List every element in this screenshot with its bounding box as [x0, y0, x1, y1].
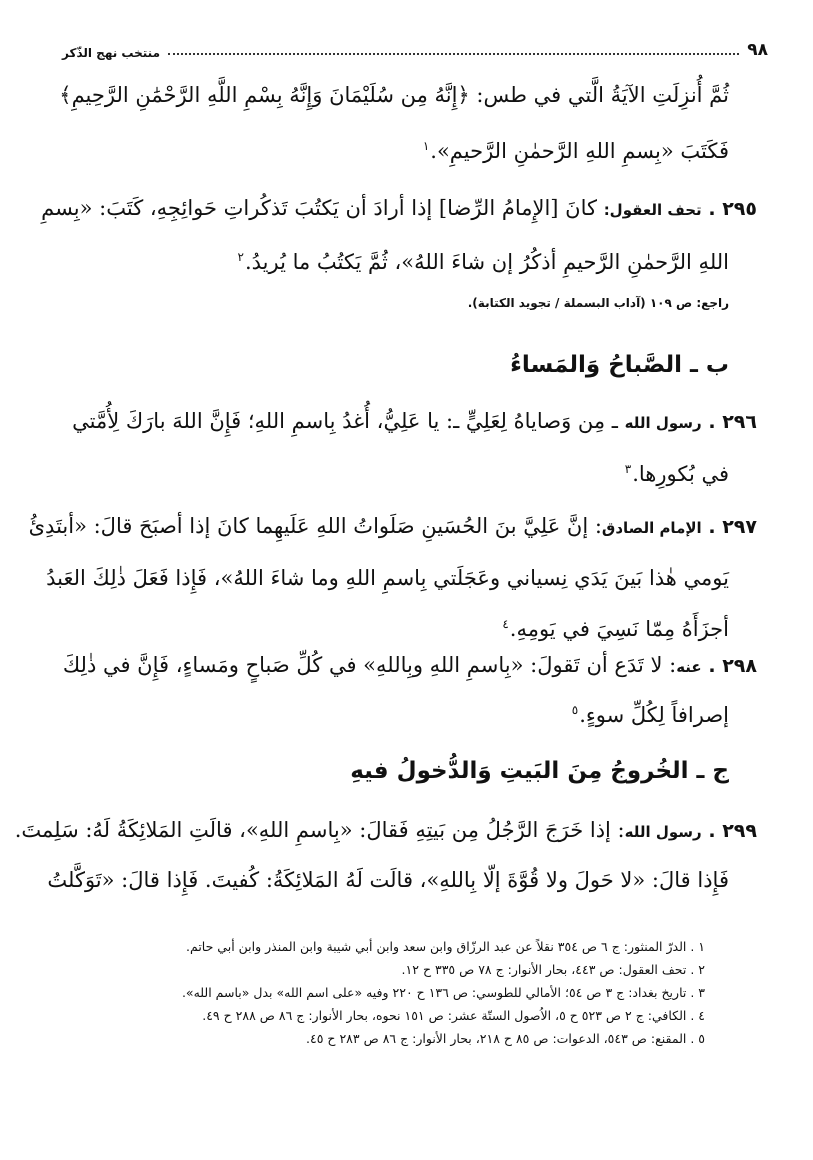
hadith-text: : لا تَدَع أن تَقولَ: «بِاسمِ اللهِ وبِاللهِ» في كُلِّ صَباحٍ ومَساءٍ، فَإِنَّ في ذٰلِكَ [62, 653, 677, 677]
footnote-4: ٤ . الكافي: ج ٢ ص ٥٢٣ ح ٥، الاُصول الستّة عشر: ص ١٥١ نحوه، بحار الأنوار: ج ٨٦ ص ٢٨٨ ح ٤٩. [202, 1008, 705, 1023]
hadith-text: في بُكورِها. [632, 462, 729, 486]
hadith-text: أجزَأَهُ مِمّا نَسِيَ في يَومِهِ. [509, 617, 729, 641]
footnotes [95, 935, 705, 1050]
footnote-3: ٣ . تاريخ بغداد: ج ٣ ص ٥٤؛ الأمالي للطوسي: ص ١٣٦ ح ٢٢٠ وفيه «على اسم الله» بدل «باسم الله». [181, 985, 705, 1000]
hadith-number: ٢٩٦ . [708, 411, 757, 433]
book-title: منتخب نهج الذّكر [62, 46, 161, 60]
section-heading-c: ج ـ الخُروجُ مِنَ البَيتِ وَالدُّخولُ فيهِ [350, 758, 729, 784]
hadith-295-line-1 [41, 193, 757, 225]
hadith-source: رسول الله [624, 823, 702, 841]
hadith-296-line-2 [83, 459, 729, 491]
hadith-number: ٢٩٧ . [708, 516, 757, 538]
hadith-text: كانَ [الإِمامُ الرِّضا] إذا أرادَ أن يَكتُبَ تَذكُراتِ حَوائِجِهِ، كَتَبَ: «بِسمِ [41, 196, 597, 220]
hadith-298-line-1 [62, 650, 757, 682]
header-leader-dots [168, 53, 739, 55]
footnote-marker[interactable]: ٤ [502, 617, 509, 631]
hadith-295-line-2 [83, 247, 729, 279]
page-number: ٩٨ [747, 40, 768, 60]
footnote-marker[interactable]: ٥ [571, 703, 579, 717]
hadith-text: يَومي هٰذا بَينَ يَدَي نِسياني وعَجَلَتي بِاسمِ اللهِ وما شاءَ اللهُ»، فَإِذا فَعَلَ ذٰلِكَ العَبدُ [46, 566, 729, 590]
hadith-source: عنه [676, 658, 702, 676]
section-heading-b: ب ـ الصَّباحُ وَالمَساءُ [510, 352, 729, 378]
cross-reference-note: راجع: ص ١٠٩ (آداب البسملة / تجويد الكتابة). [467, 296, 729, 310]
footnote-marker[interactable]: ١ [422, 139, 430, 153]
hadith-298-line-2 [83, 700, 729, 732]
footnote-marker[interactable]: ٣ [624, 462, 632, 476]
hadith-text: اللهِ الرَّحمٰنِ الرَّحيمِ أذكُرُ إن شاءَ اللهُ»، ثُمَّ يَكتُبُ ما يُريدُ. [244, 250, 729, 274]
running-header [62, 38, 768, 60]
hadith-source: تحف العقول: [603, 201, 702, 219]
hadith-299-line-2 [47, 865, 729, 897]
hadith-source: رسول الله [624, 414, 702, 432]
hadith-297-line-1 [28, 511, 757, 543]
hadith-text: ـ مِن وَصاياهُ لِعَلِيٍّ ـ: يا عَلِيُّ، أُغدُ بِاسمِ اللهِ؛ فَإِنَّ اللهَ بارَكَ لِأُمَّتي [72, 409, 618, 433]
hadith-296-line-1 [72, 406, 757, 438]
hadith-297-line-2 [46, 563, 729, 595]
footnote-marker[interactable]: ٢ [237, 250, 244, 264]
hadith-text: إصرافاً لِكُلِّ سوءٍ. [579, 703, 729, 727]
hadith-297-line-3 [83, 614, 729, 646]
hadith-text: فَإِذا قالَ: «لا حَولَ ولا قُوَّةَ إلّا بِاللهِ»، قالَت لَهُ المَلائِكَةُ: كُفيتَ. فَإِذا قالَ: «تَوَكَّلتُ [47, 868, 729, 892]
hadith-text: : إنَّ عَلِيَّ بنَ الحُسَينِ صَلَواتُ اللهِ عَلَيهِما كانَ إذا أصبَحَ قالَ: «أبتَدِئُ [28, 514, 602, 538]
hadith-number: ٢٩٨ . [708, 655, 757, 677]
intro-line-1 [59, 80, 729, 112]
intro-text-1: ثُمَّ أُنزِلَتِ الآيَةُ الَّتي في طس: ﴿إِنَّهُ مِن سُلَيْمَانَ وَإِنَّهُ بِسْمِ اللَّهِ الرَّحْمَٰنِ الرَّحِيمِ﴾ [59, 83, 729, 107]
footnote-1: ١ . الدرّ المنثور: ج ٦ ص ٣٥٤ نقلاً عن عبد الرزّاق وابن سعد وابن أبي شيبة وابن المنذر وابن أبي حاتم. [186, 939, 705, 954]
hadith-source: الإمام الصادق [601, 519, 702, 537]
hadith-text: : إذا خَرَجَ الرَّجُلُ مِن بَيتِهِ فَقالَ: «بِاسمِ اللهِ»، قالَتِ المَلائِكَةُ لَهُ: سَلِمتَ. [14, 818, 625, 842]
intro-text-2: فَكَتَبَ «بِسمِ اللهِ الرَّحمٰنِ الرَّحيمِ». [430, 139, 729, 163]
footnote-2: ٢ . تحف العقول: ص ٤٤٣، بحار الأنوار: ج ٧٨ ص ٣٣٥ ح ١٢. [401, 962, 705, 977]
intro-line-2 [83, 136, 729, 168]
hadith-number: ٢٩٥ . [708, 198, 757, 220]
hadith-number: ٢٩٩ . [708, 820, 757, 842]
footnote-5: ٥ . المقنع: ص ٥٤٣، الدعوات: ص ٨٥ ح ٢١٨، بحار الأنوار: ج ٨٦ ص ٢٨٣ ح ٤٥. [306, 1031, 705, 1046]
hadith-299-line-1 [14, 815, 757, 847]
